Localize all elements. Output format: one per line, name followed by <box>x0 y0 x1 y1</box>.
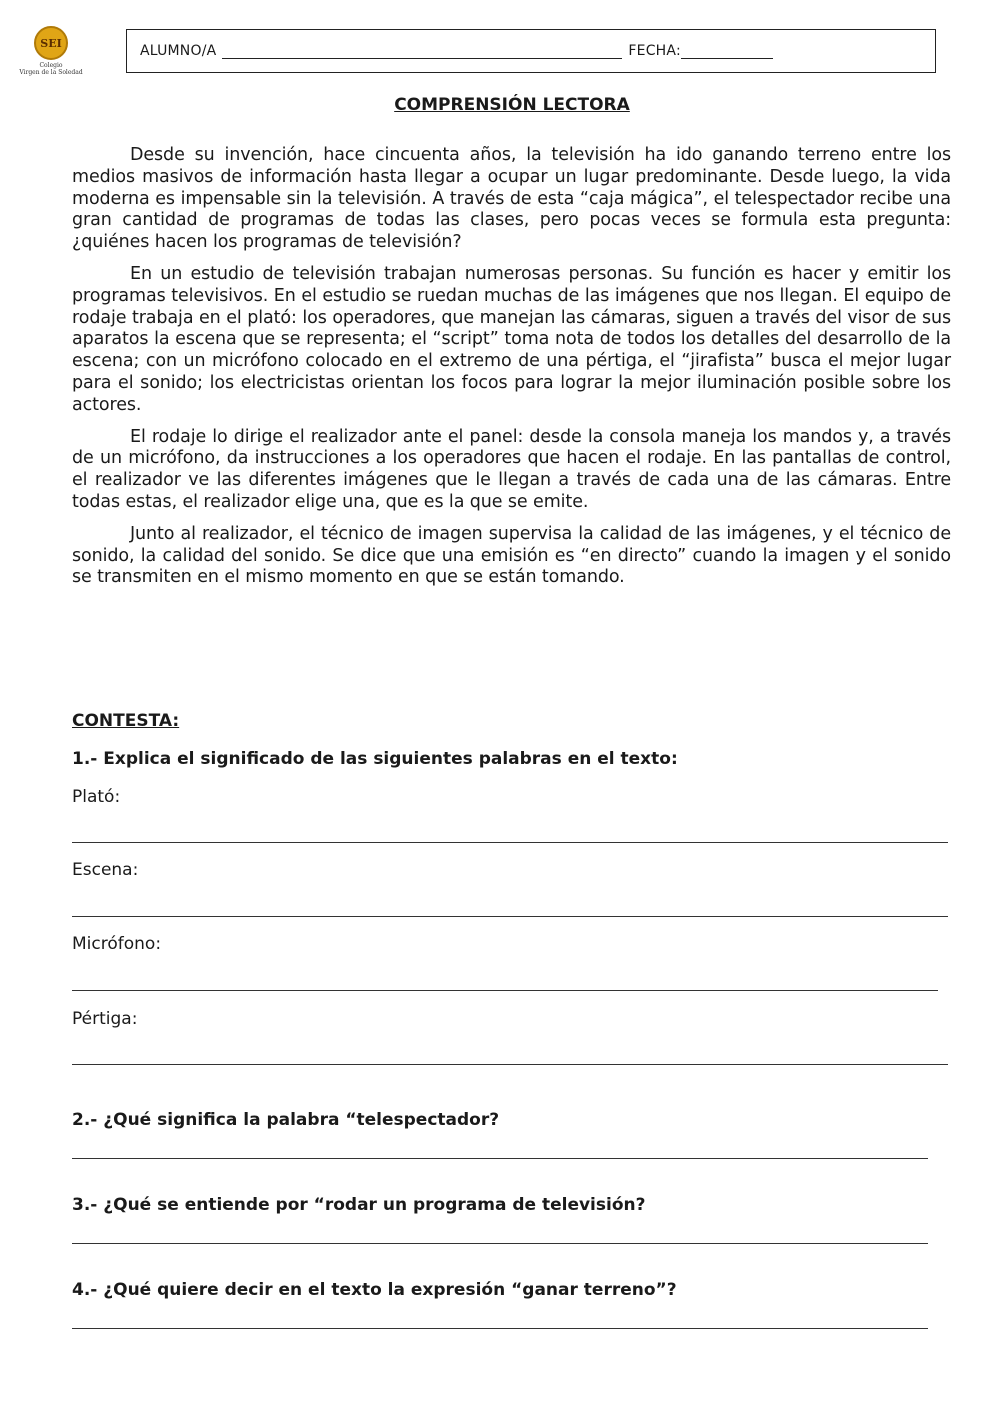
answer-line-microfono[interactable] <box>72 990 938 991</box>
answer-line-pertiga[interactable] <box>72 1064 948 1065</box>
answer-line-plato[interactable] <box>72 842 948 843</box>
page-title: COMPRENSIÓN LECTORA <box>394 95 630 115</box>
word-escena: Escena: <box>72 860 139 880</box>
answer-line-q2[interactable] <box>72 1158 928 1159</box>
student-label: ALUMNO/A <box>140 43 217 59</box>
date-field[interactable] <box>681 44 773 59</box>
date-label: FECHA: <box>628 43 681 59</box>
word-pertiga: Pértiga: <box>72 1009 138 1029</box>
word-microfono: Micrófono: <box>72 934 162 954</box>
answer-line-escena[interactable] <box>72 916 948 917</box>
question-2: 2.- ¿Qué significa la palabra “telespectador? <box>72 1110 500 1130</box>
contesta-heading: CONTESTA: <box>72 711 180 731</box>
reading-text <box>72 145 951 599</box>
paragraph-2: En un estudio de televisión trabajan numerosas personas. Su función es hacer y emitir los programas televisivos. En el estudio se ruedan muchas de las imágenes que nos llegan. El equipo de rodaje trabaja en el plató: los operadores, que manejan las cámaras, siguen a través del visor de sus aparatos la escena que se representa; el “script” toma nota de todos los detalles del desarrollo de la escena; con un micrófono colocado en el extremo de una pértiga, el “jirafista” busca el mejor lugar para el sonido; los electricistas orientan los focos para lograr la mejor iluminación posible sobre los actores. <box>72 263 951 415</box>
answer-line-q4[interactable] <box>72 1328 928 1329</box>
school-name-line1: Colegio <box>39 62 63 69</box>
word-plato: Plató: <box>72 787 121 807</box>
question-1: 1.- Explica el significado de las siguientes palabras en el texto: <box>72 749 678 769</box>
school-seal: SEI <box>34 26 68 60</box>
school-name-line2: Virgen de la Soledad <box>19 69 83 76</box>
student-header-box <box>126 29 936 73</box>
paragraph-1: Desde su invención, hace cincuenta años, la televisión ha ido ganando terreno entre los medios masivos de información hasta llegar a ocupar un lugar predominante. Desde luego, la vida moderna es impensable sin la televisión. A través de esta “caja mágica”, el telespectador recibe una gran cantidad de programas de todas las clases, pero pocas veces se formula esta pregunta: ¿quiénes hacen los programas de televisión? <box>72 145 951 253</box>
school-logo <box>18 26 84 76</box>
question-3: 3.- ¿Qué se entiende por “rodar un programa de televisión? <box>72 1195 646 1215</box>
paragraph-3: El rodaje lo dirige el realizador ante el panel: desde la consola maneja los mandos y, a través de un micrófono, da instrucciones a los operadores que hacen el rodaje. En las pantallas de control, el realizador ve las diferentes imágenes que le llegan a través de cada una de las cámaras. Entre todas estas, el realizador elige una, que es la que se emite. <box>72 426 951 512</box>
student-name-field[interactable] <box>222 44 622 59</box>
paragraph-4: Junto al realizador, el técnico de imagen supervisa la calidad de las imágenes, y el técnico de sonido, la calidad del sonido. Se dice que una emisión es “en directo” cuando la imagen y el sonido se transmiten en el mismo momento en que se están tomando. <box>72 523 951 588</box>
answer-line-q3[interactable] <box>72 1243 928 1244</box>
question-4: 4.- ¿Qué quiere decir en el texto la expresión “ganar terreno”? <box>72 1280 677 1300</box>
